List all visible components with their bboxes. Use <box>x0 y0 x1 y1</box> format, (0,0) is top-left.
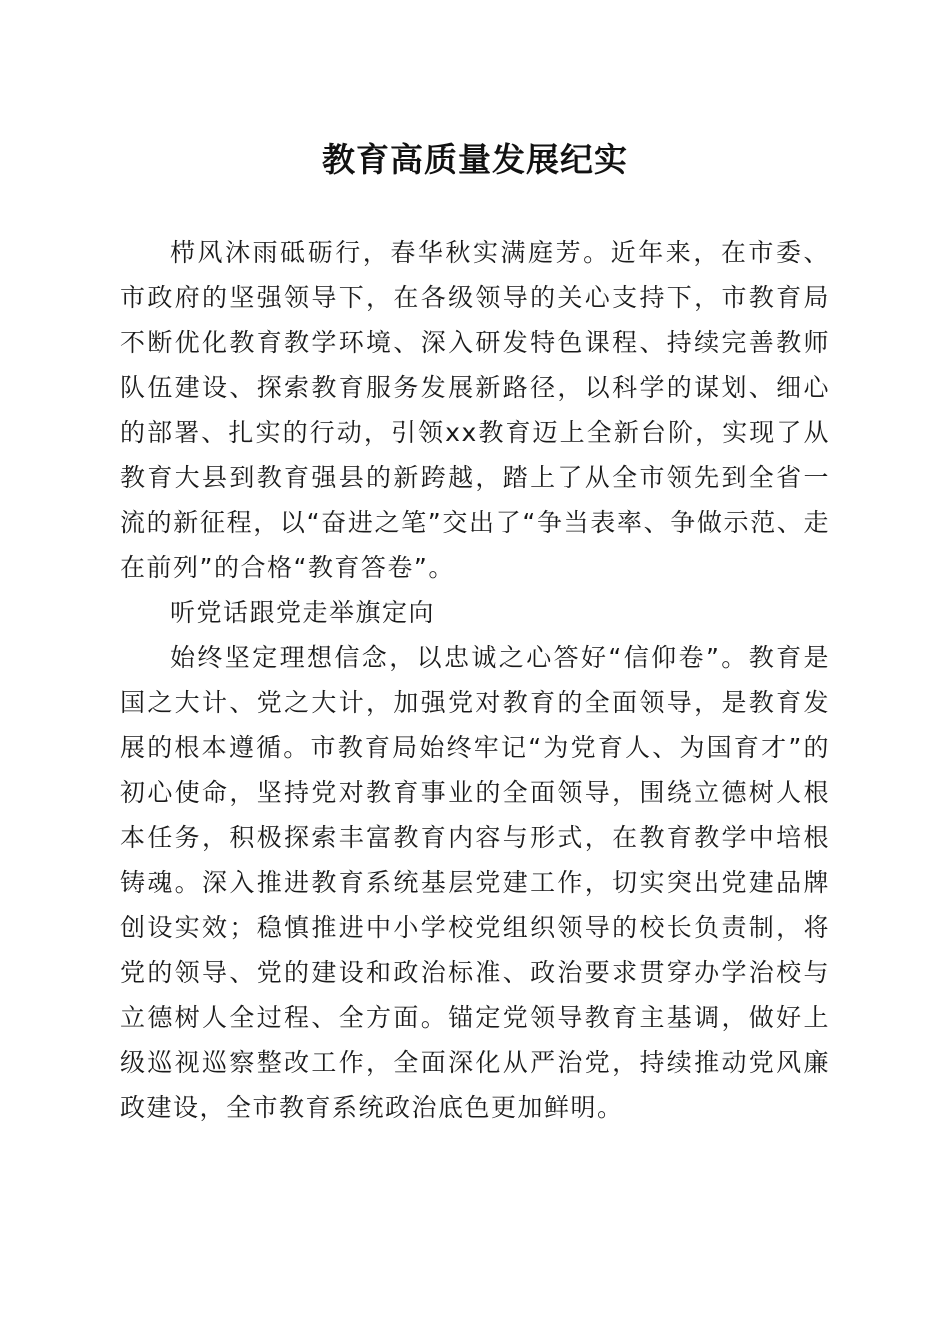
intro-paragraph: 栉风沐雨砥砺行，春华秋实满庭芳。近年来，在市委、市政府的坚强领导下，在各级领导的关心支持下，市教育局不断优化教育教学环境、深入研发特色课程、持续完善教师队伍建设、探索教育服务发展新路径，以科学的谋划、细心的部署、扎实的行动，引领xx教育迈上全新台阶，实现了从教育大县到教育强县的新跨越，踏上了从全市领先到全省一流的新征程，以“奋进之笔”交出了“争当表率、争做示范、走在前列”的合格“教育答卷”。 <box>120 238 830 582</box>
section-paragraph: 始终坚定理想信念，以忠诚之心答好“信仰卷”。教育是国之大计、党之大计，加强党对教育的全面领导，是教育发展的根本遵循。市教育局始终牢记“为党育人、为国育才”的初心使命，坚持党对教育事业的全面领导，围绕立德树人根本任务，积极探索丰富教育内容与形式，在教育教学中培根铸魂。深入推进教育系统基层党建工作，切实突出党建品牌创设实效；稳慎推进中小学校党组织领导的校长负责制，将党的领导、党的建设和政治标准、政治要求贯穿办学治校与立德树人全过程、全方面。锚定党领导教育主基调，做好上级巡视巡察整改工作，全面深化从严治党，持续推动党风廉政建设，全市教育系统政治底色更加鲜明。 <box>120 643 830 1122</box>
section-heading: 听党话跟党走举旗定向 <box>170 598 436 627</box>
document-body <box>120 230 830 1130</box>
document-title: 教育高质量发展纪实 <box>322 140 628 179</box>
